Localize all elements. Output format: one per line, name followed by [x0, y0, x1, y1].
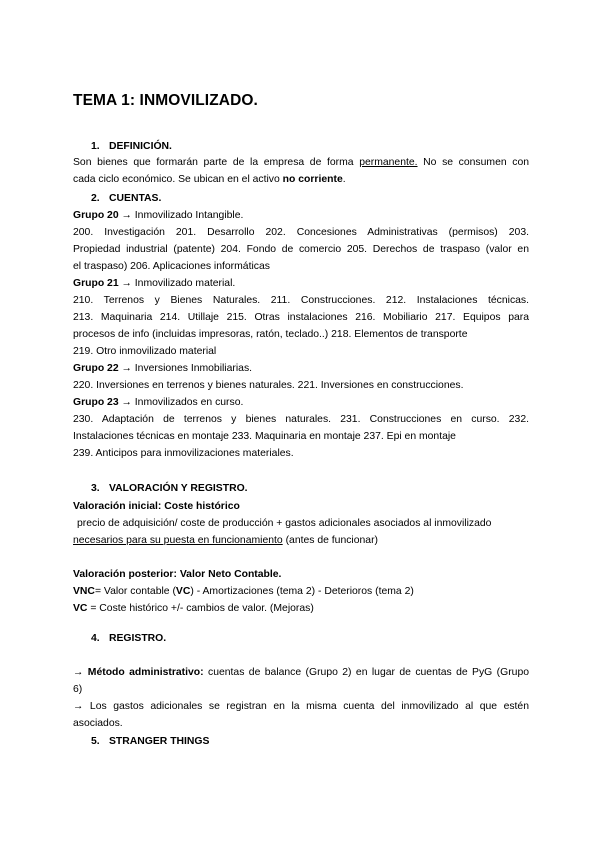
group-title: → Inversiones Inmobiliarias.: [121, 363, 253, 374]
section-heading-cuentas: [91, 192, 161, 205]
text-span: Son bienes que formarán parte de la empresa de forma: [73, 157, 354, 168]
bold-text: VC: [175, 586, 191, 597]
section-heading-definicion: [91, 140, 172, 153]
section-number: 2.: [91, 193, 100, 204]
group-23-line-3: 239. Anticipos para inmovilizaciones materiales.: [73, 448, 294, 459]
section-number: 4.: [91, 633, 100, 644]
group-20-line-1: 200. Investigación 201. Desarrollo 202. Concesiones Administrativas (permisos) 203.: [73, 227, 529, 238]
metodo-line-1: [73, 666, 529, 679]
page-title: TEMA 1: INMOVILIZADO.: [73, 92, 258, 109]
section-title: CUENTAS.: [109, 193, 162, 204]
gastos-line-2: asociados.: [73, 718, 123, 729]
section-title: VALORACIÓN Y REGISTRO.: [109, 483, 248, 494]
section-heading-stranger-things: [91, 735, 209, 748]
group-label: Grupo 22: [73, 363, 119, 374]
group-label: Grupo 20: [73, 210, 119, 221]
valoracion-inicial-line-2: [73, 534, 529, 547]
valoracion-inicial-label: [73, 500, 529, 513]
bold-text: Método administrativo:: [87, 667, 204, 678]
arrow-icon: →: [73, 667, 84, 678]
text-span: cada ciclo económico. Se ubican en el activo: [73, 174, 280, 185]
group-title: → Inmovilizado material.: [121, 278, 236, 289]
text-span: No se consumen con: [423, 157, 530, 168]
section-heading-registro: [91, 632, 166, 645]
bold-text: Valoración inicial: Coste histórico: [73, 501, 240, 512]
group-title: → Inmovilizados en curso.: [121, 397, 244, 408]
gastos-line-1: → Los gastos adicionales se registran en la misma cuenta del inmovilizado al que estén: [73, 701, 529, 712]
definition-line-1: [73, 156, 529, 169]
group-23-line-2: Instalaciones técnicas en montaje 233. Maquinaria en montaje 237. Epi en montaje: [73, 431, 456, 442]
group-21-line-3: procesos de info (incluidas impresoras, ratón, teclado..) 218. Elementos de transporte: [73, 329, 468, 340]
group-label: Grupo 23: [73, 397, 119, 408]
bold-text: Valoración posterior: Valor Neto Contable.: [73, 569, 282, 580]
section-number: 5.: [91, 736, 100, 747]
vnc-formula: [73, 585, 529, 598]
text-span: = Coste histórico +/- cambios de valor. (Mejoras): [90, 603, 314, 614]
text-span: (antes de funcionar): [285, 535, 378, 546]
metodo-line-2: 6): [73, 684, 83, 695]
text-span: ) - Amortizaciones (tema 2) - Deterioros (tema 2): [190, 586, 414, 597]
bold-text: no corriente: [282, 174, 343, 185]
group-title: → Inmovilizado Intangible.: [121, 210, 244, 221]
group-20-header: [73, 209, 529, 222]
section-number: 3.: [91, 483, 100, 494]
bold-text: VC: [73, 603, 88, 614]
group-21-line-2: 213. Maquinaria 214. Utillaje 215. Otras instalaciones 216. Mobiliario 217. Equipos para: [73, 312, 529, 323]
vc-formula: [73, 602, 529, 615]
valoracion-inicial-line-1: precio de adquisición/ coste de producción + gastos adicionales asociados al inmovilizado: [77, 518, 492, 529]
section-title: STRANGER THINGS: [109, 736, 210, 747]
group-20-line-2: Propiedad industrial (patente) 204. Fondo de comercio 205. Derechos de traspaso (valor en: [73, 244, 529, 255]
group-23-line-1: 230. Adaptación de terrenos y bienes naturales. 231. Construcciones en curso. 232.: [73, 414, 529, 425]
underlined-text: permanente.: [359, 157, 418, 168]
text-span: = Valor contable (: [94, 586, 176, 597]
section-title: DEFINICIÓN.: [109, 141, 172, 152]
group-23-header: [73, 396, 529, 409]
group-21-line-4: 219. Otro inmovilizado material: [73, 346, 217, 357]
group-label: Grupo 21: [73, 278, 119, 289]
definition-line-2: [73, 173, 529, 186]
section-number: 1.: [91, 141, 100, 152]
group-22-header: [73, 362, 529, 375]
group-21-line-1: 210. Terrenos y Bienes Naturales. 211. Construcciones. 212. Instalaciones técnicas.: [73, 295, 529, 306]
bold-text: VNC: [73, 586, 95, 597]
valoracion-posterior-label: [73, 568, 529, 581]
group-22-line-1: 220. Inversiones en terrenos y bienes naturales. 221. Inversiones en construcciones.: [73, 380, 464, 391]
text-span: .: [342, 174, 346, 185]
text-span: cuentas de balance (Grupo 2) en lugar de cuentas de PyG (Grupo: [208, 667, 529, 678]
section-heading-valoracion: [91, 482, 248, 495]
section-title: REGISTRO.: [109, 633, 167, 644]
group-20-line-3: el traspaso) 206. Aplicaciones informáticas: [73, 261, 270, 272]
underlined-text: necesarios para su puesta en funcionamiento: [73, 535, 283, 546]
group-21-header: [73, 277, 529, 290]
